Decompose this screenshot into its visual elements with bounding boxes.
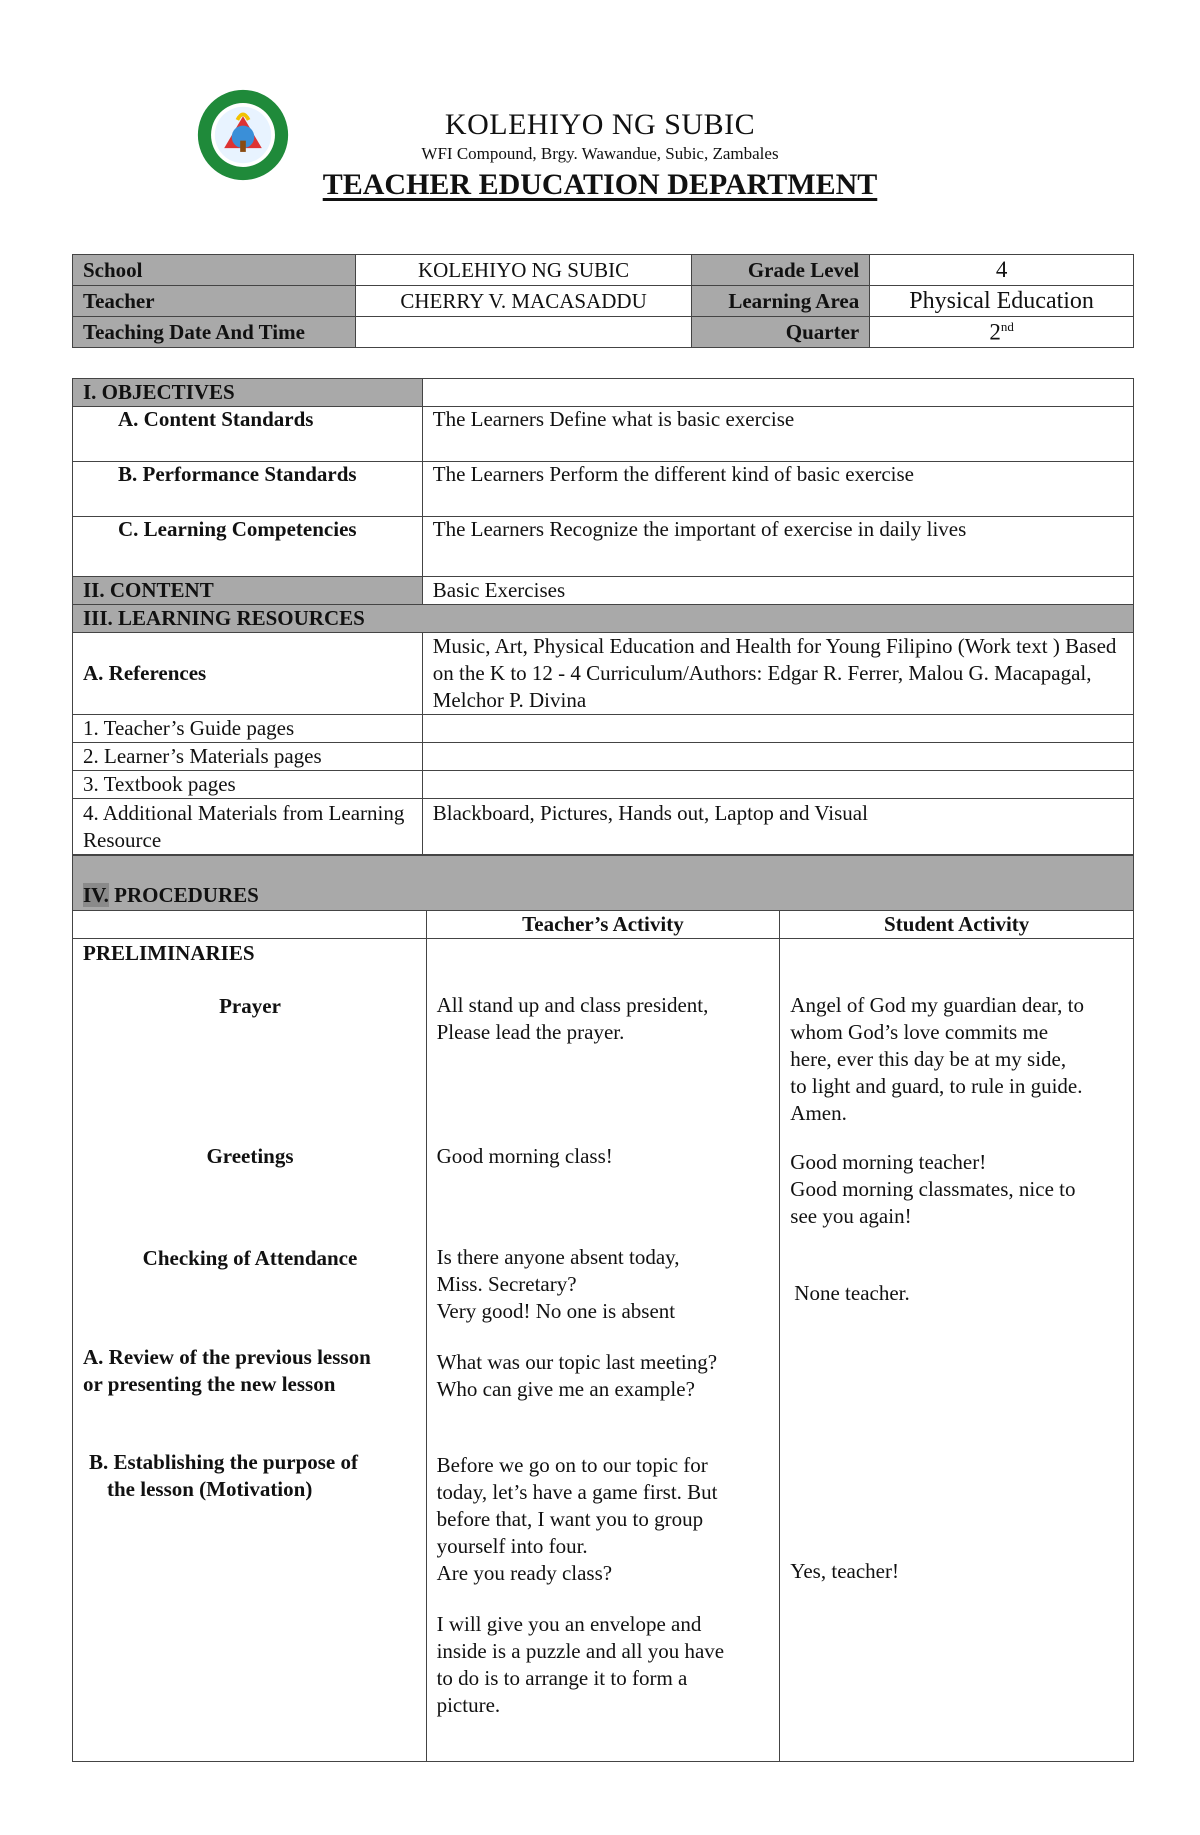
- teacher-activity-column: [426, 939, 780, 1762]
- procedures-heading: IV. PROCEDURES: [73, 856, 1134, 911]
- performance-standards-label: B. Performance Standards: [73, 462, 423, 517]
- procedure-steps-column: [73, 939, 427, 1762]
- references-label: A. References: [73, 633, 423, 715]
- prayer-label: Prayer: [219, 994, 281, 1018]
- teacher-value: CHERRY V. MACASADDU: [355, 286, 692, 317]
- quarter-label: Quarter: [692, 317, 870, 348]
- content-standards-value: The Learners Define what is basic exercise: [422, 407, 1133, 462]
- procedures-table: [72, 855, 1134, 1762]
- prayer-student-text: Angel of God my guardian dear, to whom God’s love commits me here, ever this day be at my side, to light and guard, to rule in guide. Amen.: [790, 993, 1084, 1125]
- content-value: Basic Exercises: [422, 577, 1133, 605]
- quarter-value: 2nd: [870, 317, 1134, 348]
- motivation-student-text: Yes, teacher!: [790, 1559, 899, 1583]
- review-label: A. Review of the previous lesson or presenting the new lesson: [83, 1345, 371, 1396]
- greetings-student-text: Good morning teacher! Good morning classmates, nice to see you again!: [790, 1150, 1076, 1228]
- school-label: School: [73, 255, 356, 286]
- learning-competencies-label: C. Learning Competencies: [73, 517, 423, 577]
- student-activity-column: [780, 939, 1134, 1762]
- additional-materials-value: Blackboard, Pictures, Hands out, Laptop and Visual: [422, 799, 1133, 855]
- school-address: WFI Compound, Brgy. Wawandue, Subic, Zambales: [421, 144, 779, 163]
- attendance-label: Checking of Attendance: [142, 1246, 358, 1270]
- department-title: TEACHER EDUCATION DEPARTMENT: [322, 168, 878, 201]
- attendance-student-text: None teacher.: [794, 1281, 910, 1305]
- performance-standards-value: The Learners Perform the different kind of basic exercise: [422, 462, 1133, 517]
- objectives-table: [72, 378, 1134, 855]
- school-name: KOLEHIYO NG SUBIC: [444, 108, 756, 141]
- content-heading: II. CONTENT: [73, 577, 423, 605]
- objectives-heading: I. OBJECTIVES: [73, 379, 423, 407]
- grade-value: 4: [870, 255, 1134, 286]
- textbook-label: 3. Textbook pages: [73, 771, 423, 799]
- teacher-label: Teacher: [73, 286, 356, 317]
- prayer-teacher-text: All stand up and class president, Please lead the prayer.: [436, 993, 709, 1044]
- info-table: [72, 254, 1134, 348]
- review-teacher-text: What was our topic last meeting? Who can give me an example?: [436, 1350, 718, 1401]
- additional-materials-label: 4. Additional Materials from Learning Resource: [73, 799, 423, 855]
- preliminaries-label: PRELIMINARIES: [83, 941, 255, 965]
- school-value: KOLEHIYO NG SUBIC: [355, 255, 692, 286]
- motivation-label: B. Establishing the purpose of the lesson (Motivation): [89, 1450, 358, 1501]
- learning-competencies-value: The Learners Recognize the important of exercise in daily lives: [422, 517, 1133, 577]
- date-value: [355, 317, 692, 348]
- greetings-label: Greetings: [206, 1144, 294, 1168]
- teachers-guide-label: 1. Teacher’s Guide pages: [73, 715, 423, 743]
- content-standards-label: A. Content Standards: [73, 407, 423, 462]
- area-label: Learning Area: [692, 286, 870, 317]
- student-activity-header: Student Activity: [780, 911, 1134, 939]
- attendance-teacher-text: Is there anyone absent today, Miss. Secretary? Very good! No one is absent: [436, 1245, 680, 1323]
- date-label: Teaching Date And Time: [73, 317, 356, 348]
- learners-materials-label: 2. Learner’s Materials pages: [73, 743, 423, 771]
- greetings-teacher-text: Good morning class!: [436, 1144, 613, 1168]
- area-value: Physical Education: [870, 286, 1134, 317]
- motivation-teacher-text: Before we go on to our topic for today, let’s have a game first. But before that, I want you to group yourself into four. Are you ready class?: [436, 1453, 718, 1585]
- references-value: Music, Art, Physical Education and Health for Young Filipino (Work text ) Based on the K to 12 - 4 Curriculum/Authors: Edgar R. Ferrer, Malou G. Macapagal, Melchor P. Divina: [422, 633, 1133, 715]
- grade-label: Grade Level: [692, 255, 870, 286]
- resources-heading: III. LEARNING RESOURCES: [73, 605, 1134, 633]
- motivation-teacher-instructions: I will give you an envelope and inside is a puzzle and all you have to do is to arrange it to form a picture.: [436, 1612, 725, 1717]
- teacher-activity-header: Teacher’s Activity: [426, 911, 780, 939]
